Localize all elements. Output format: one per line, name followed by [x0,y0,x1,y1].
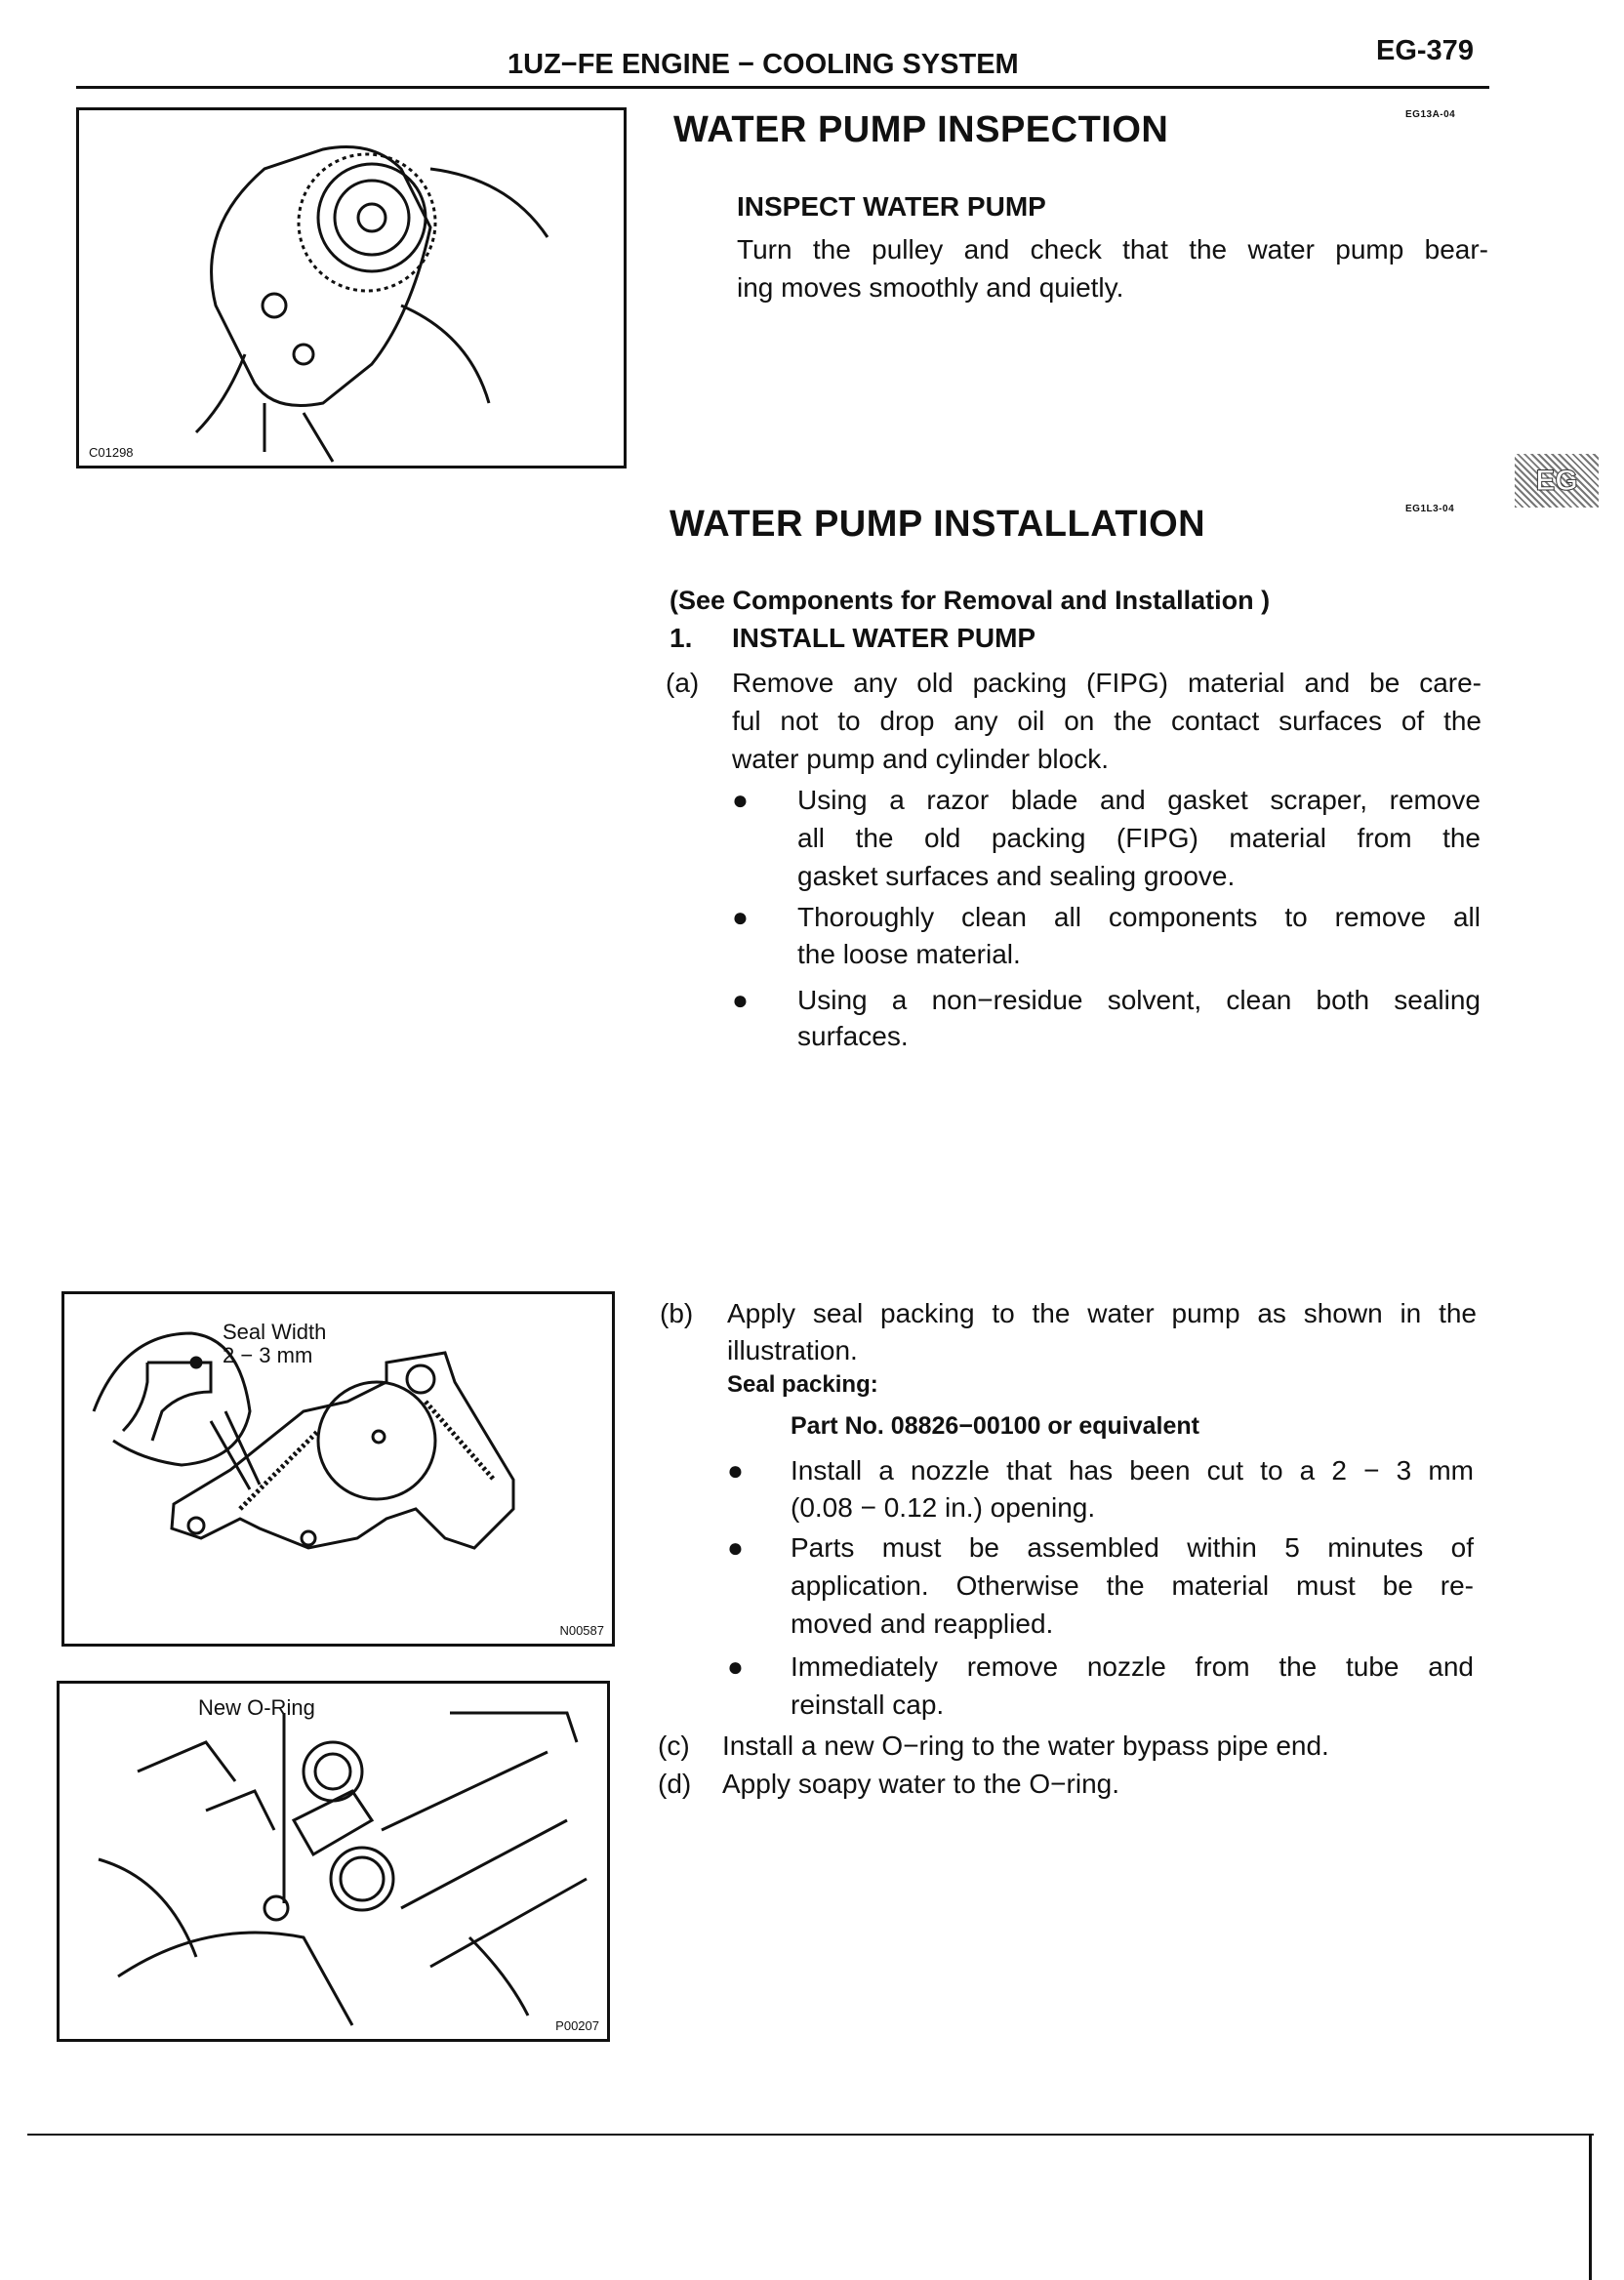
seal-packing-label: Seal packing: [727,1371,878,1398]
step-title: INSTALL WATER PUMP [732,623,1036,653]
page-number: EG-379 [1376,35,1474,66]
substep-a-line: water pump and cylinder block. [732,744,1109,774]
part-number: Part No. 08826−00100 or equivalent [791,1412,1199,1440]
bullet-line: moved and reapplied. [791,1608,1054,1639]
figure-water-pump-inspection [76,107,627,468]
figure-code: C01298 [89,445,134,460]
seal-width-value: 2 − 3 mm [223,1343,313,1367]
bullet-line: the loose material. [797,939,1021,969]
bullet-line: surfaces. [797,1021,909,1051]
bullet-line: Immediately remove nozzle from the tube and [791,1651,1474,1682]
bypass-pipe-o-ring-illustration [60,1684,607,2039]
figure-o-ring [57,1681,610,2042]
substep-a-line: ful not to drop any oil on the contact surfaces of the [732,706,1482,736]
bullet-line: gasket surfaces and sealing groove. [797,861,1236,891]
bullet-line: (0.08 − 0.12 in.) opening. [791,1492,1096,1523]
substep-marker: (c) [658,1730,690,1761]
bullet-line: Using a non−residue solvent, clean both sealing [797,985,1481,1015]
inspection-subtitle: INSPECT WATER PUMP [737,191,1046,222]
header-rule [76,86,1489,89]
step-number: 1. [670,623,693,653]
bullet-icon: ● [732,985,749,1015]
footer-rule [27,2134,1594,2136]
inspection-line: ing moves smoothly and quietly. [737,272,1124,303]
substep-a-line: Remove any old packing (FIPG) material and be care- [732,668,1482,698]
substep-marker: (a) [666,668,700,698]
installation-reference: (See Components for Removal and Installation ) [670,586,1271,615]
footer-edge [1589,2136,1592,2280]
seal-width-label: Seal Width [223,1320,327,1344]
bullet-line: Parts must be assembled within 5 minutes of [791,1532,1474,1563]
bullet-icon: ● [732,785,749,815]
substep-d-text: Apply soapy water to the O−ring. [722,1769,1119,1799]
o-ring-label: New O-Ring [198,1695,315,1720]
substep-marker: (b) [660,1298,694,1328]
bullet-line: Thoroughly clean all components to remove all [797,902,1481,932]
bullet-icon: ● [727,1455,744,1486]
substep-b-line: Apply seal packing to the water pump as shown in the [727,1298,1477,1328]
inspection-line: Turn the pulley and check that the water pump bear- [737,234,1488,265]
bullet-line: application. Otherwise the material must be re- [791,1570,1474,1601]
bullet-icon: ● [727,1532,744,1563]
inspection-title: WATER PUMP INSPECTION [673,109,1169,150]
water-pump-seal-illustration [64,1294,612,1644]
substep-marker: (d) [658,1769,692,1799]
water-pump-hand-illustration [79,110,624,466]
figure-seal-packing [61,1291,615,1647]
header-title: 1UZ−FE ENGINE − COOLING SYSTEM [508,49,1019,80]
figure-code: N00587 [559,1623,604,1638]
substep-b-line: illustration. [727,1335,858,1365]
bullet-line: reinstall cap. [791,1690,945,1720]
bullet-icon: ● [727,1651,744,1682]
installation-code: EG1L3-04 [1405,504,1455,514]
figure-code: P00207 [555,2018,599,2033]
section-tab: EG [1515,454,1599,508]
substep-c-text: Install a new O−ring to the water bypass pipe end. [722,1730,1329,1761]
bullet-line: Using a razor blade and gasket scraper, remove [797,785,1481,815]
bullet-icon: ● [732,902,749,932]
bullet-line: all the old packing (FIPG) material from the [797,823,1481,853]
inspection-code: EG13A-04 [1405,109,1456,120]
bullet-line: Install a nozzle that has been cut to a 2 − 3 mm [791,1455,1474,1486]
installation-title: WATER PUMP INSTALLATION [670,504,1206,545]
